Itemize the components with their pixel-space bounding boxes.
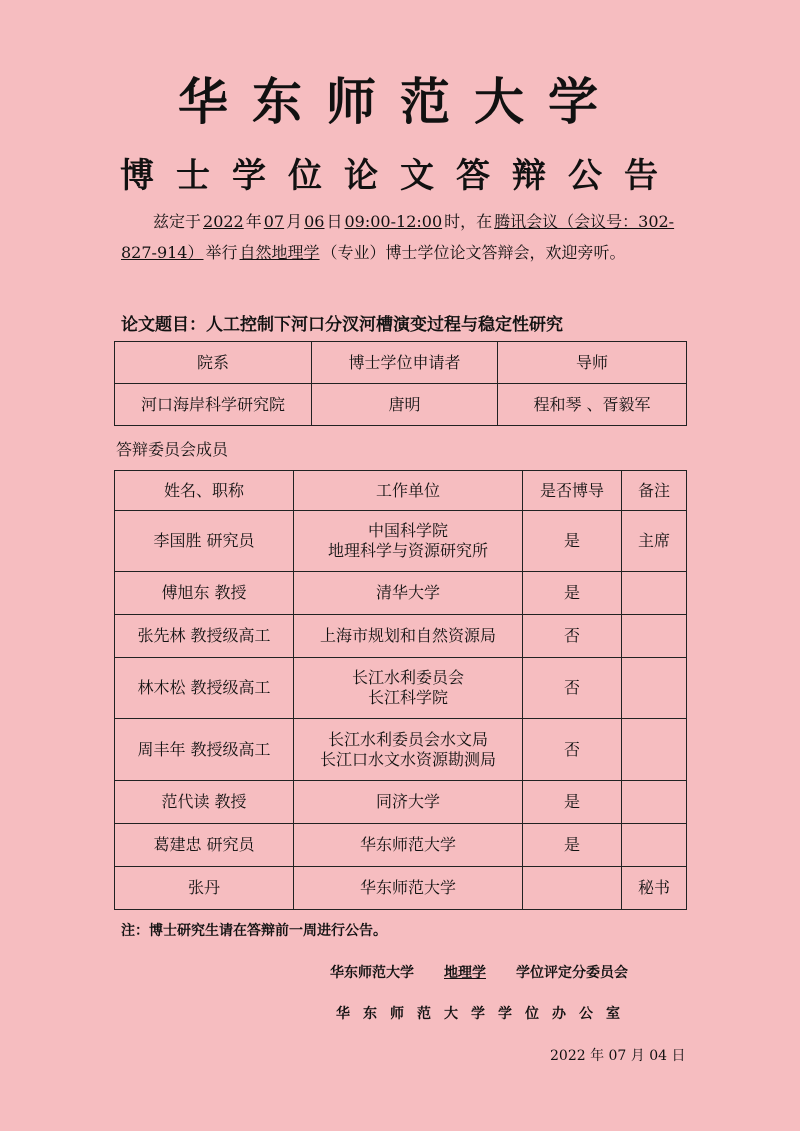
member-note <box>622 615 687 658</box>
supervisor-cell: 程和琴 、胥毅军 <box>498 384 687 426</box>
table-row <box>115 867 687 910</box>
unit-line: 长江水利委员会水文局 <box>327 729 488 749</box>
sign-suffix: 学位评定分委员会 <box>516 965 628 981</box>
notice-day: 06 <box>304 212 325 231</box>
table-header-row <box>115 471 687 511</box>
member-note: 秘书 <box>622 867 687 910</box>
member-name: 周丰年 教授级高工 <box>115 719 294 781</box>
member-unit: 上海市规划和自然资源局 <box>294 615 523 658</box>
notice-text: 日 <box>326 212 343 231</box>
header-cell: 姓名、职称 <box>115 471 294 511</box>
member-advisor <box>523 867 622 910</box>
announcement-title: 博士学位论文答辩公告 <box>120 156 680 196</box>
notice-text: 举行 <box>205 243 238 262</box>
notice-text: 兹定于 <box>153 212 202 231</box>
header-cell: 工作单位 <box>294 471 523 511</box>
notice-paragraph <box>121 206 691 268</box>
applicant-cell: 唐明 <box>312 384 498 426</box>
member-name: 林木松 教授级高工 <box>115 658 294 719</box>
member-unit <box>294 658 523 719</box>
thesis-label: 论文题目： <box>121 315 206 335</box>
member-name: 傅旭东 教授 <box>115 572 294 615</box>
table-row <box>115 719 687 781</box>
table-row <box>115 781 687 824</box>
header-cell: 导师 <box>498 342 687 384</box>
notice-text: （专业）博士学位论文答辩会，欢迎旁听。 <box>321 243 626 262</box>
thesis-title <box>121 310 563 335</box>
table-row <box>115 615 687 658</box>
unit-line: 中国科学院 <box>367 521 448 540</box>
member-unit: 同济大学 <box>294 781 523 824</box>
notice-time: 09:00-12:00 <box>344 212 443 231</box>
member-advisor: 否 <box>523 615 622 658</box>
issue-date: 2022 年 07 月 04 日 <box>550 1048 686 1064</box>
member-unit: 清华大学 <box>294 572 523 615</box>
committee-label: 答辩委员会成员 <box>116 440 229 459</box>
header-cell: 备注 <box>622 471 687 511</box>
header-cell: 院系 <box>115 342 312 384</box>
member-unit: 华东师范大学 <box>294 824 523 867</box>
header-cell: 是否博导 <box>523 471 622 511</box>
thesis-title-text: 人工控制下河口分汊河槽演变过程与稳定性研究 <box>206 315 563 335</box>
university-title: 华东师范大学 <box>178 73 622 131</box>
sign-prefix: 华东师范大学 <box>330 965 414 981</box>
member-unit <box>294 719 523 781</box>
header-cell: 博士学位申请者 <box>312 342 498 384</box>
table-header-row <box>115 342 687 384</box>
notice-location: 腾讯会议（会议号：302-827-914） <box>121 212 675 262</box>
table-row <box>115 511 687 572</box>
member-name: 李国胜 研究员 <box>115 511 294 572</box>
unit-line: 长江口水文水资源勘测局 <box>319 749 496 769</box>
applicant-info-table <box>114 341 687 426</box>
footnote: 注：博士研究生请在答辩前一周进行公告。 <box>121 923 387 939</box>
notice-month: 07 <box>263 212 285 231</box>
unit-line: 地理科学与资源研究所 <box>327 541 488 560</box>
member-advisor: 是 <box>523 511 622 572</box>
table-row <box>115 384 687 426</box>
notice-text: 时，在 <box>444 212 493 231</box>
member-note: 主席 <box>622 511 687 572</box>
member-name: 范代读 教授 <box>115 781 294 824</box>
member-unit <box>294 511 523 572</box>
member-advisor: 否 <box>523 719 622 781</box>
table-row <box>115 572 687 615</box>
table-row <box>115 824 687 867</box>
unit-line: 长江水利委员会 <box>351 668 464 687</box>
notice-text: 月 <box>286 212 303 231</box>
member-name: 张先林 教授级高工 <box>115 615 294 658</box>
member-note <box>622 658 687 719</box>
member-note <box>622 572 687 615</box>
member-unit: 华东师范大学 <box>294 867 523 910</box>
member-advisor: 是 <box>523 572 622 615</box>
member-note <box>622 719 687 781</box>
committee-signature <box>330 962 628 982</box>
notice-year: 2022 <box>203 212 244 231</box>
degree-office: 华东师范大学学位办公室 <box>336 1006 633 1022</box>
member-name: 葛建忠 研究员 <box>115 824 294 867</box>
department-cell: 河口海岸科学研究院 <box>115 384 312 426</box>
member-note <box>622 824 687 867</box>
committee-table <box>114 470 687 910</box>
member-advisor: 是 <box>523 824 622 867</box>
member-advisor: 是 <box>523 781 622 824</box>
notice-major: 自然地理学 <box>239 243 320 262</box>
member-name: 张丹 <box>115 867 294 910</box>
notice-text: 年 <box>245 212 262 231</box>
unit-line: 长江科学院 <box>367 688 448 707</box>
member-note <box>622 781 687 824</box>
member-advisor: 否 <box>523 658 622 719</box>
sign-subject: 地理学 <box>444 965 486 981</box>
table-row <box>115 658 687 719</box>
